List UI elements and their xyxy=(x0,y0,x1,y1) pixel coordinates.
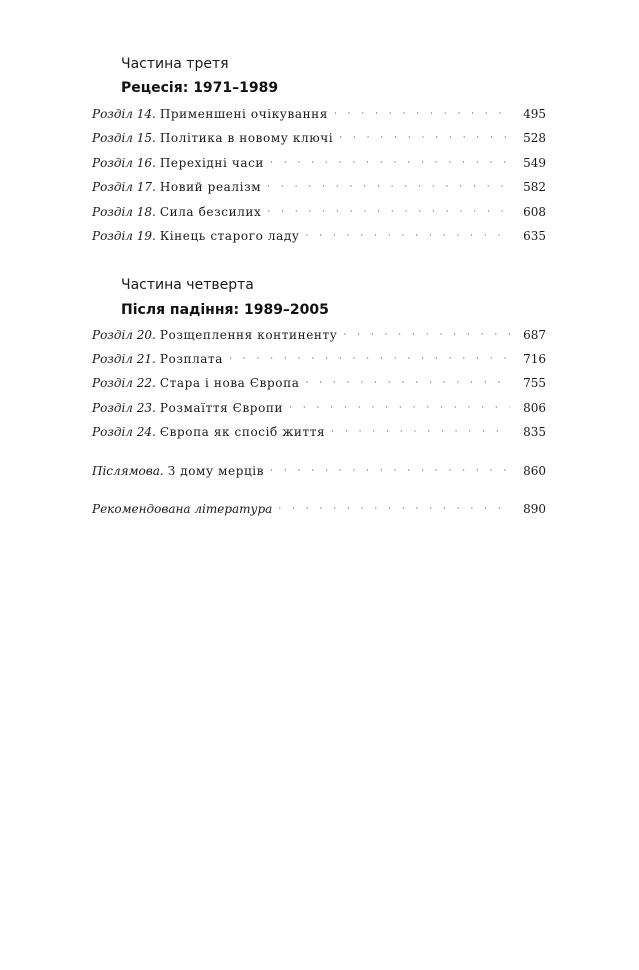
page-number: 687 xyxy=(523,328,546,342)
page-number: 608 xyxy=(523,205,546,219)
chapter-title: Розплата xyxy=(159,352,224,366)
dot-leader xyxy=(343,330,510,340)
dot-leader xyxy=(267,207,510,217)
chapter-title: Розщеплення континенту xyxy=(159,328,338,342)
page-number: 755 xyxy=(523,376,546,390)
dot-leader xyxy=(339,133,510,143)
chapter-title: Розмаїття Європи xyxy=(159,401,284,415)
part-4-subtitle: Після падіння: 1989–2005 xyxy=(121,302,329,318)
page-number: 716 xyxy=(523,352,546,366)
toc-entry-chapter-18[interactable] xyxy=(92,205,546,223)
toc-entry-chapter-21[interactable] xyxy=(92,352,546,370)
chapter-title: Стара і нова Європа xyxy=(159,376,300,390)
toc-entry-epilogue[interactable] xyxy=(92,464,546,482)
toc-entry-chapter-17[interactable] xyxy=(92,180,546,198)
dot-leader xyxy=(270,158,510,168)
page-number: 549 xyxy=(523,156,546,170)
toc-entry-recommended-literature[interactable] xyxy=(92,502,546,520)
chapter-prefix: Розділ 18. xyxy=(92,205,156,219)
chapter-prefix: Розділ 19. xyxy=(92,229,156,243)
page-number: 635 xyxy=(523,229,546,243)
chapter-title: Кінець старого ладу xyxy=(159,229,300,243)
toc-entry-chapter-23[interactable] xyxy=(92,401,546,419)
toc-entry-chapter-19[interactable] xyxy=(92,229,546,247)
page-number: 890 xyxy=(523,502,546,516)
chapter-prefix: Розділ 15. xyxy=(92,131,156,145)
page-number: 495 xyxy=(523,107,546,121)
dot-leader xyxy=(267,182,510,192)
toc-entry-chapter-20[interactable] xyxy=(92,328,546,346)
part-4-title: Частина четверта xyxy=(121,277,254,293)
dot-leader xyxy=(289,403,510,413)
chapter-prefix: Розділ 22. xyxy=(92,376,156,390)
page-number: 528 xyxy=(523,131,546,145)
page-number: 835 xyxy=(523,425,546,439)
chapter-title: Європа як спосіб життя xyxy=(159,425,326,439)
dot-leader xyxy=(305,378,510,388)
toc-entry-chapter-24[interactable] xyxy=(92,425,546,443)
toc-entry-chapter-14[interactable] xyxy=(92,107,546,125)
recommended-literature-label: Рекомендована література xyxy=(92,502,273,516)
page-number: 582 xyxy=(523,180,546,194)
chapter-title: Новий реалізм xyxy=(159,180,262,194)
chapter-title: Применшені очікування xyxy=(159,107,328,121)
dot-leader xyxy=(334,109,510,119)
chapter-prefix: Розділ 23. xyxy=(92,401,156,415)
toc-entry-chapter-16[interactable] xyxy=(92,156,546,174)
part-3-subtitle: Рецесія: 1971–1989 xyxy=(121,80,279,96)
chapter-prefix: Розділ 21. xyxy=(92,352,156,366)
epilogue-prefix: Післямова. xyxy=(92,464,164,478)
dot-leader xyxy=(229,354,510,364)
chapter-prefix: Розділ 14. xyxy=(92,107,156,121)
chapter-title: Сила безсилих xyxy=(159,205,262,219)
epilogue-title: З дому мерців xyxy=(167,464,265,478)
chapter-prefix: Розділ 17. xyxy=(92,180,156,194)
chapter-title: Політика в новому ключі xyxy=(159,131,334,145)
toc-entry-chapter-22[interactable] xyxy=(92,376,546,394)
dot-leader xyxy=(331,427,510,437)
chapter-prefix: Розділ 16. xyxy=(92,156,156,170)
chapter-title: Перехідні часи xyxy=(159,156,265,170)
dot-leader xyxy=(270,466,510,476)
dot-leader xyxy=(278,504,510,514)
toc-entry-chapter-15[interactable] xyxy=(92,131,546,149)
part-3-title: Частина третя xyxy=(121,56,229,72)
chapter-prefix: Розділ 20. xyxy=(92,328,156,342)
chapter-prefix: Розділ 24. xyxy=(92,425,156,439)
page-number: 860 xyxy=(523,464,546,478)
dot-leader xyxy=(306,231,511,241)
page-number: 806 xyxy=(523,401,546,415)
